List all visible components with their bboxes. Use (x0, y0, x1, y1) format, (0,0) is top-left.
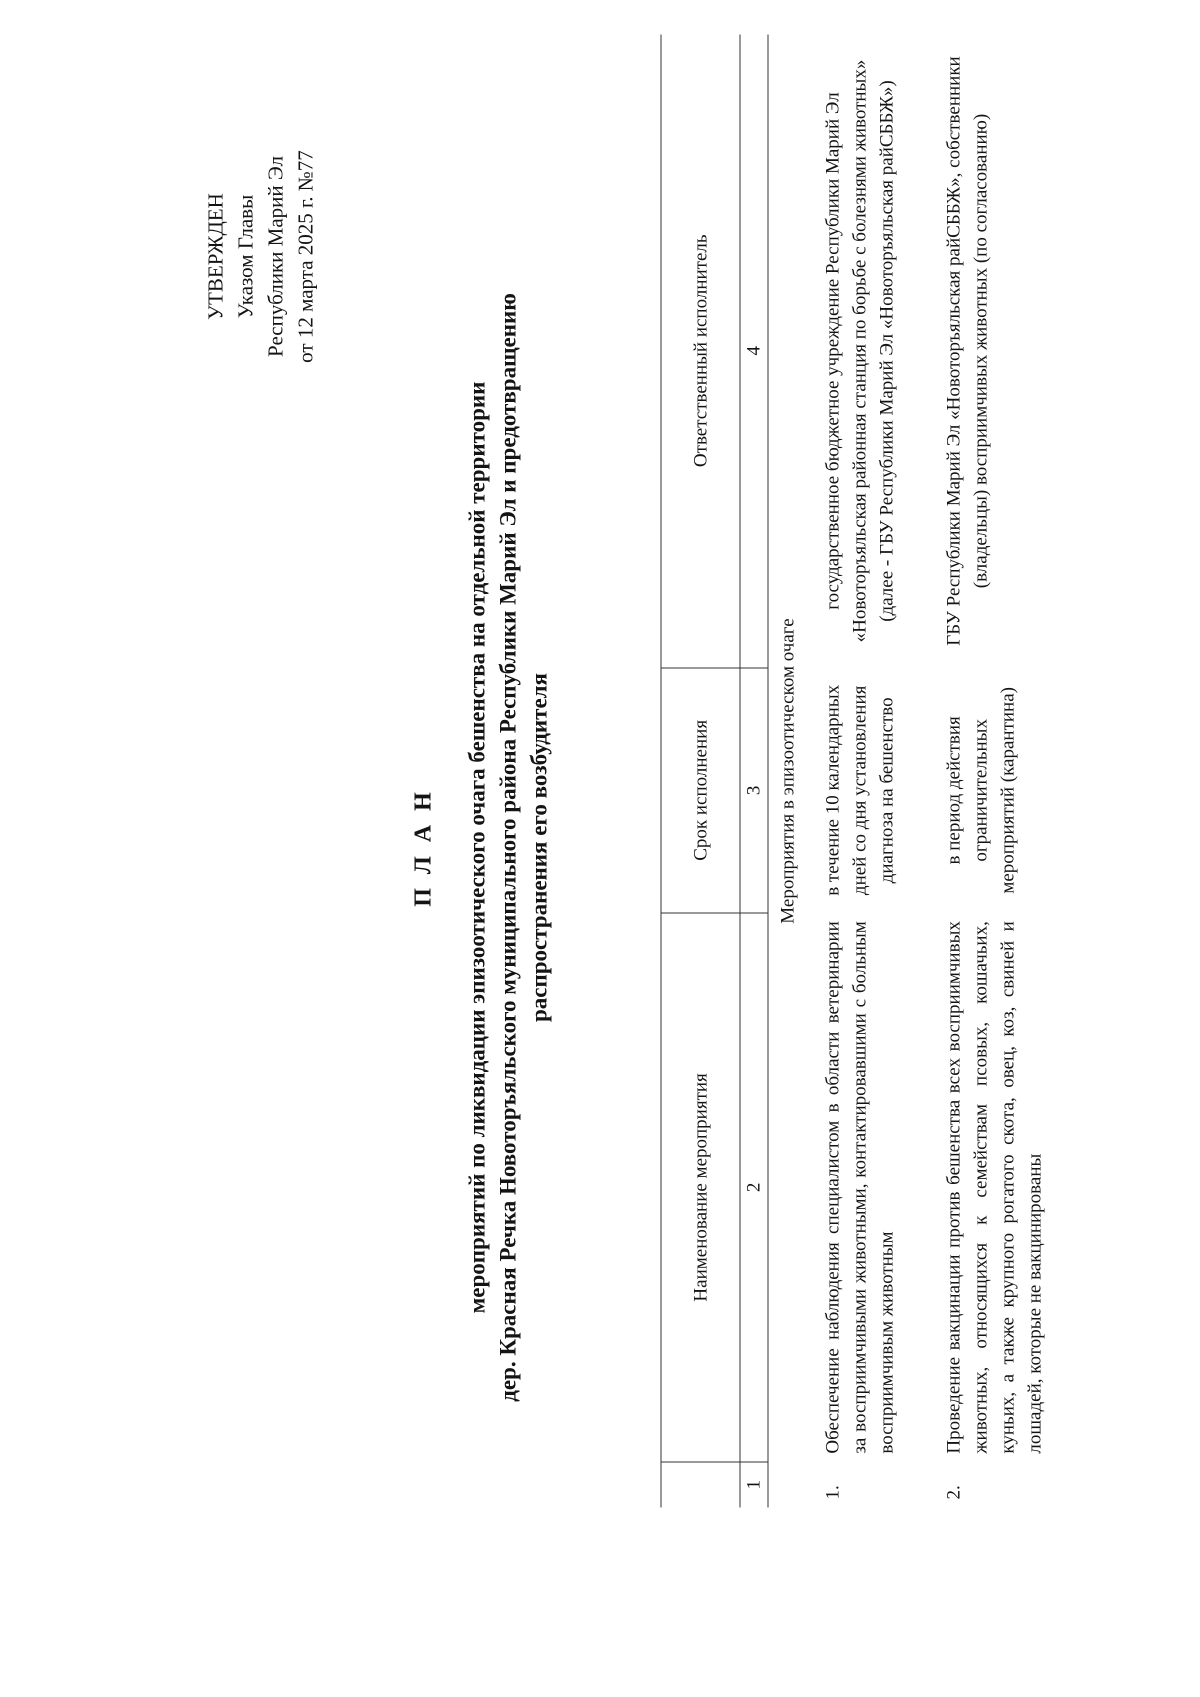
section-title: Мероприятия в эпизоотическом очаге (777, 617, 798, 924)
row-deadline: в течение 10 календарных дней со дня установления диагноза на бешенство (822, 684, 897, 896)
title-line-2: дер. Красная Речка Новоторъяльского муниципального района Республики Марий Эл и предотвращению (495, 292, 520, 1402)
table-header-row (661, 34, 740, 1507)
approval-line-1: УТВЕРЖДЕН (203, 192, 227, 320)
header-executor: Ответственный исполнитель (661, 34, 740, 667)
title-line-3: распространения его возбудителя (526, 672, 551, 1022)
column-number-row (740, 34, 768, 1507)
table-row (928, 34, 1076, 1507)
column-number: 2 (740, 913, 768, 1461)
row-executor: государственное бюджетное учреждение Республики Марий Эл «Новоторъяльская районная станция по борьбе с болезнями животных» (далее - ГБУ Республики Марий Эл «Новоторъяльская райСББЖ») (822, 59, 897, 642)
row-description: Обеспечение наблюдения специалистом в области ветеринарии за восприимчивыми животными, контактировавшими с больным восприимчивым животным (822, 920, 897, 1454)
header-num (661, 1461, 740, 1507)
approval-line-3: Республики Марий Эл (263, 155, 287, 357)
row-executor: ГБУ Республики Марий Эл «Новоторъяльская райСББЖ», собственники (владельцы) восприимчивых животных (по согласованию) (943, 55, 991, 646)
row-number: 1. (822, 1484, 843, 1499)
title-line-1: мероприятий по ликвидации эпизоотического очага бешенства на отдельной территории (464, 381, 489, 1313)
header-deadline: Срок исполнения (661, 667, 740, 913)
row-description: Проведение вакцинации против бешенства всех восприимчивых животных, относящихся к семействам псовых, кошачьих, куньих, а также крупного рогатого скота, овец, коз, свиней и лошадей, которые не вакцинированы (943, 920, 1045, 1454)
approval-line-4: от 12 марта 2025 г. №77 (293, 149, 317, 363)
row-number: 2. (943, 1484, 964, 1499)
document-title (408, 97, 554, 1597)
section-row (768, 34, 808, 1507)
column-number: 4 (740, 34, 768, 667)
column-number: 1 (740, 1461, 768, 1507)
header-name: Наименование мероприятия (661, 913, 740, 1461)
approval-line-2: Указом Главы (233, 194, 257, 318)
table-row (807, 34, 928, 1507)
row-deadline: в период действия ограничительных мероприятий (карантина) (943, 686, 1018, 894)
plan-table (660, 34, 1076, 1507)
column-number: 3 (740, 667, 768, 913)
plan-heading: П Л А Н (410, 787, 436, 907)
approval-stamp (200, 121, 320, 391)
